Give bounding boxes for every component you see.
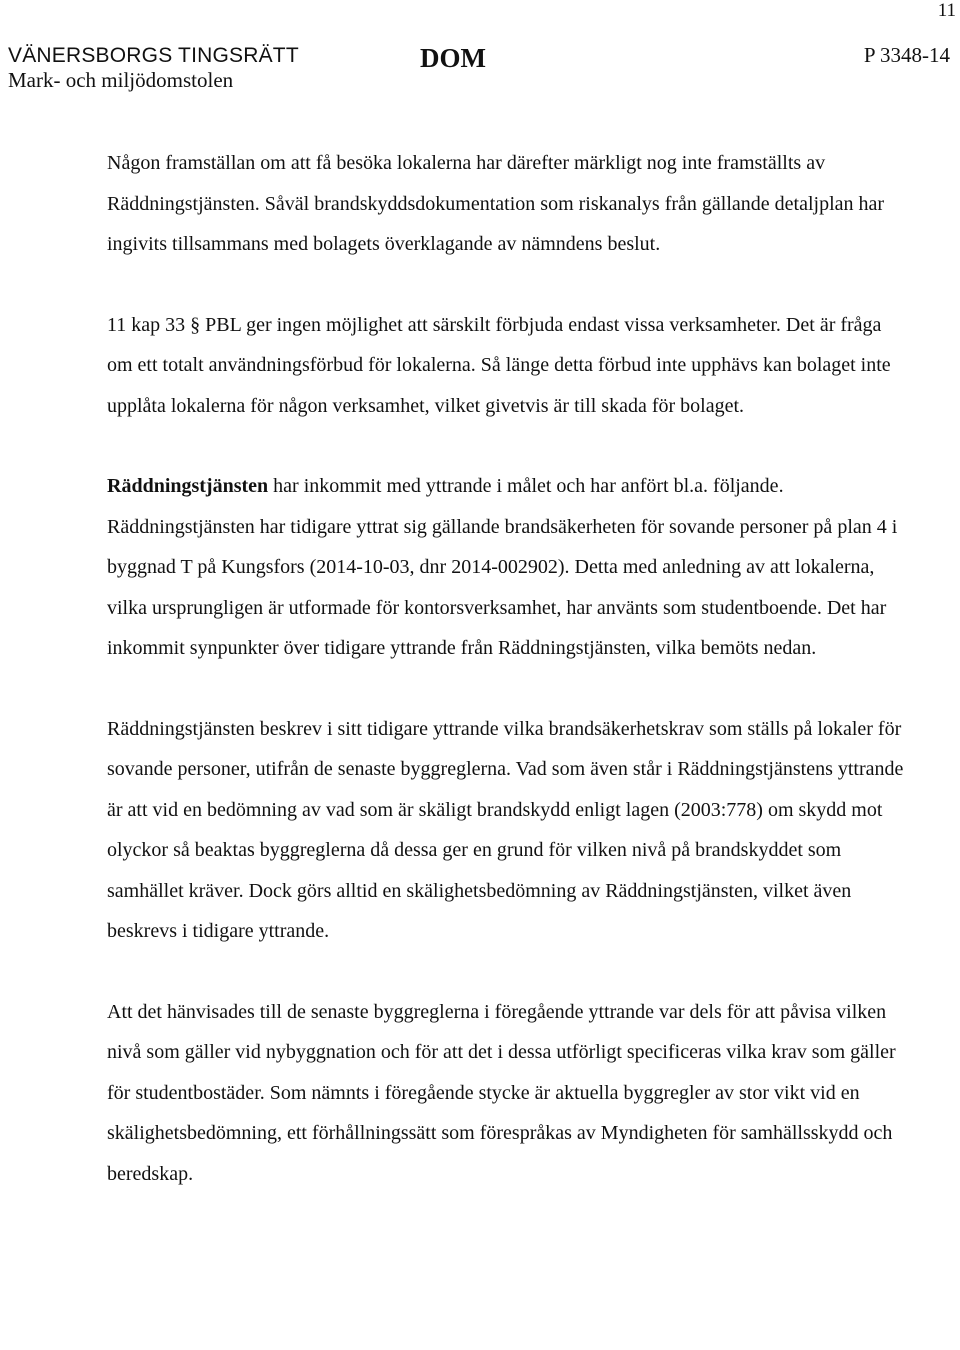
paragraph-5: Att det hänvisades till de senaste byggreglerna i föregående yttrande var dels för att påvisa vilken nivå som gäller vid nybyggnation och för att det i dessa utförligt specificeras vilka krav som gäller för studentbostäder. Som nämnts i föregående stycke är aktuella byggregler av stor vikt vid en skälighetsbedömning, ett förhållningssätt som förespråkas av Myndigheten för samhällsskydd och beredskap. [107,1000,896,1185]
document-body [107,143,907,1194]
party-name: Räddningstjänsten [107,475,269,497]
document-type: DOM [420,43,486,73]
paragraph-4: Räddningstjänsten beskrev i sitt tidigare yttrande vilka brandsäkerhetskrav som ställs på lokaler för sovande personer, utifrån de senaste byggreglerna. Vad som även står i Räddningstjänstens yttrande är att vid en bedömning av vad som är skäligt brandskydd enligt lagen (2003:778) om skydd mot olyckor så beaktas byggreglerna då dessa ger en grund för vilken nivå på brandskyddet som samhället kräver. Dock görs alltid en skälighetsbedömning av Räddningstjänsten, vilket även beskrevs i tidigare yttrande. [107,717,904,942]
page-number: 11 [937,0,956,21]
paragraph-3-text: har inkommit med yttrande i målet och har anfört bl.a. följande. Räddningstjänsten har tidigare yttrat sig gällande brandsäkerheten för sovande personer på plan 4 i byggnad T på Kungsfors (2014-10-03, dnr 2014-002902). Detta med anledning av att lokalerna, vilka ursprungligen är utformade för kontorsverksamhet, har använts som studentboende. Det har inkommit synpunkter över tidigare yttrande från Räddningstjänsten, vilka bemöts nedan. [107,475,898,659]
court-name: VÄNERSBORGS TINGSRÄTT [8,44,299,67]
case-number: P 3348-14 [863,43,950,67]
document-header [8,43,950,97]
paragraph-3 [107,466,907,669]
paragraph-1: Någon framställan om att få besöka lokalerna har därefter märkligt nog inte framställts av Räddningstjänsten. Såväl brandskyddsdokumentation som riskanalys från gällande detaljplan har ingivits tillsammans med bolagets överklagande av nämndens beslut. [107,152,885,255]
paragraph-2: 11 kap 33 § PBL ger ingen möjlighet att särskilt förbjuda endast vissa verksamheter. Det är fråga om ett totalt användningsförbud för lokalerna. Så länge detta förbud inte upphävs kan bolaget inte upplåta lokalerna för någon verksamhet, vilket givetvis är till skada för bolaget. [107,313,891,417]
court-division: Mark- och miljödomstolen [8,68,234,92]
